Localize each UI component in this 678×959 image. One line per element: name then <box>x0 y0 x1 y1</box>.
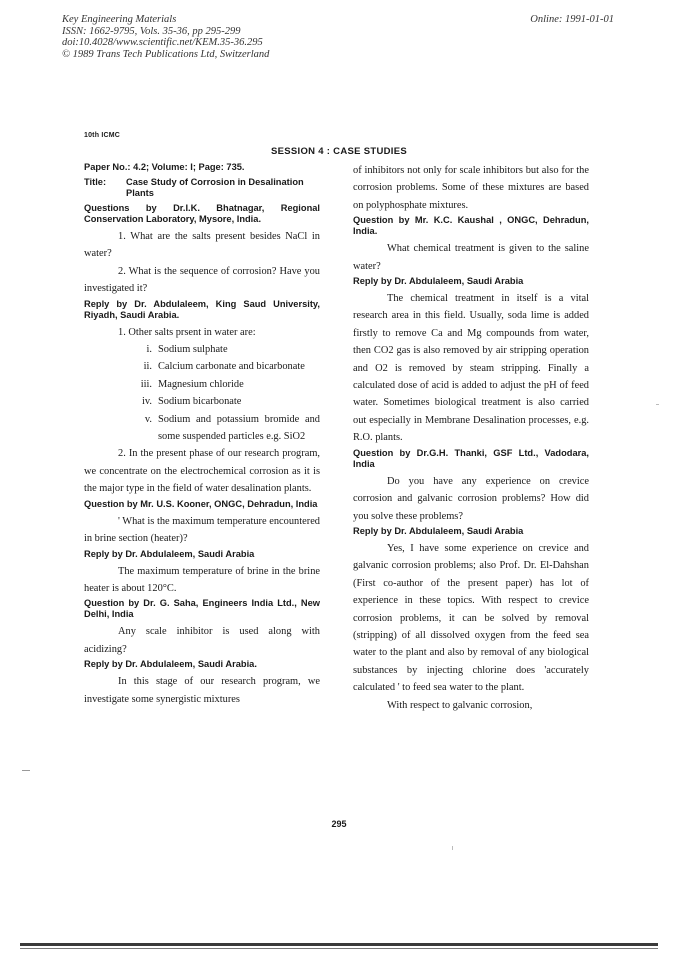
reply-heading: Reply by Dr. Abdulaleem, Saudi Arabia. <box>84 659 257 670</box>
paper-title <box>84 177 320 199</box>
reply-text: In this stage of our research program, we investigate some synergistic mixtures <box>84 676 320 705</box>
list-item: ii. Calcium carbonate and bicarbonate <box>143 361 305 373</box>
salts-list <box>84 341 320 445</box>
scan-speck <box>656 404 659 405</box>
scan-speck <box>452 846 453 850</box>
paper-info: Paper No.: 4.2; Volume: I; Page: 735. <box>84 162 245 172</box>
question-text: Do you have any experience on crevice corrosion and galvanic corrosion problems? How did you solve these problems? <box>353 475 589 522</box>
question-text: What chemical treatment is given to the saline water? <box>353 243 589 272</box>
reply-heading: Reply by Dr. Abdulaleem, Saudi Arabia <box>353 525 524 536</box>
page-number: 295 <box>331 819 347 829</box>
reply-heading: Reply by Dr. Abdulaleem, Saudi Arabia <box>84 548 255 559</box>
title-value: Case Study of Corrosion in Desalination Plants <box>126 177 304 198</box>
journal-issn: ISSN: 1662-9795, Vols. 35-36, pp 295-299 <box>62 25 241 37</box>
question-text: 2. What is the sequence of corrosion? Have you investigated it? <box>84 265 320 295</box>
session-title: SESSION 4 : CASE STUDIES <box>270 146 407 157</box>
list-item: iii. Magnesium chloride <box>140 378 244 390</box>
reply-text: Yes, I have some experience on crevice and galvanic corrosion problems; also Prof. Dr. El-Dahshan (First co-author of the present paper) has lot of experience in these topics. With respect to crevice corrosion problems, it can be solved by removal (stripping) of all dissolved oxygen from the feed sea water to the plant and also by removal of any biological substances by injecting chlorine does 'accurately calculated ' to feed sea water to the plant. <box>353 542 589 694</box>
question-heading: Question by Dr. G. Saha, Engineers India Ltd., New Delhi, India <box>84 598 320 620</box>
bottom-rule <box>20 943 658 946</box>
reply-heading: Reply by Dr. Abdulaleem, Saudi Arabia <box>353 276 524 287</box>
reply-heading: Reply by Dr. Abdulaleem, King Saud University, Riyadh, Saudi Arabia. <box>84 298 320 320</box>
journal-doi: doi:10.4028/www.scientific.net/KEM.35-36.295 <box>62 37 263 48</box>
question-text: Any scale inhibitor is used along with acidizing? <box>84 626 320 655</box>
journal-copyright: © 1989 Trans Tech Publications Ltd, Switzerland <box>62 48 270 60</box>
reply-text: 2. In the present phase of our research program, we concentrate on the electrochemical corrosion as it is the major type in the field of water desalination plants. <box>84 448 320 495</box>
bottom-rule-thin <box>20 948 658 949</box>
question-text: 1. What are the salts present besides NaCl in water? <box>84 231 320 260</box>
reply-text: With respect to galvanic corrosion, <box>387 699 533 711</box>
right-column <box>353 162 589 714</box>
list-item: i. Sodium sulphate <box>146 344 228 356</box>
question-heading: Question by Mr. K.C. Kaushal , ONGC, Dehradun, India. <box>353 215 589 237</box>
question-heading: Questions by Dr.I.K. Bhatnagar, Regional Conservation Laboratory, Mysore, India. <box>84 203 320 224</box>
left-column <box>84 162 320 708</box>
reply-text: The maximum temperature of brine in the brine heater is about 120°C. <box>84 565 320 594</box>
conference-label: 10th ICMC <box>84 132 121 139</box>
question-text: ' What is the maximum temperature encountered in brine section (heater)? <box>84 515 320 545</box>
list-item: iv. Sodium bicarbonate <box>141 396 242 408</box>
journal-name: Key Engineering Materials <box>62 14 177 25</box>
title-label: Title: <box>84 177 107 187</box>
scan-mark <box>22 770 30 771</box>
question-heading: Question by Dr.G.H. Thanki, GSF Ltd., Vadodara, India <box>353 447 589 469</box>
journal-header <box>62 14 269 60</box>
online-date: Online: 1991-01-01 <box>530 14 614 25</box>
list-item: v. Sodium and potassium bromide and some suspended particles e.g. SiO2 <box>144 413 320 443</box>
reply-text: The chemical treatment in itself is a vital research area in this field. Usually, soda lime is added firstly to remove Ca and Mg compounds from water, then CO2 gas is also removed by air stripping operation and O2 is removed by steam stripping. Finally a calculated dose of acid is added to adjust the pH of feed water. Sometimes biological treatment is also carried out especially in Membrane Desalination processes, e.g. R.O. plants. <box>353 293 589 444</box>
question-heading: Question by Mr. U.S. Kooner, ONGC, Dehradun, India <box>84 498 318 509</box>
reply-text: of inhibitors not only for scale inhibitors but also for the corrosion problems. Some of these mixtures are based on polyphosphate mixtures. <box>353 165 589 211</box>
reply-text: 1. Other salts prsent in water are: <box>118 326 256 338</box>
